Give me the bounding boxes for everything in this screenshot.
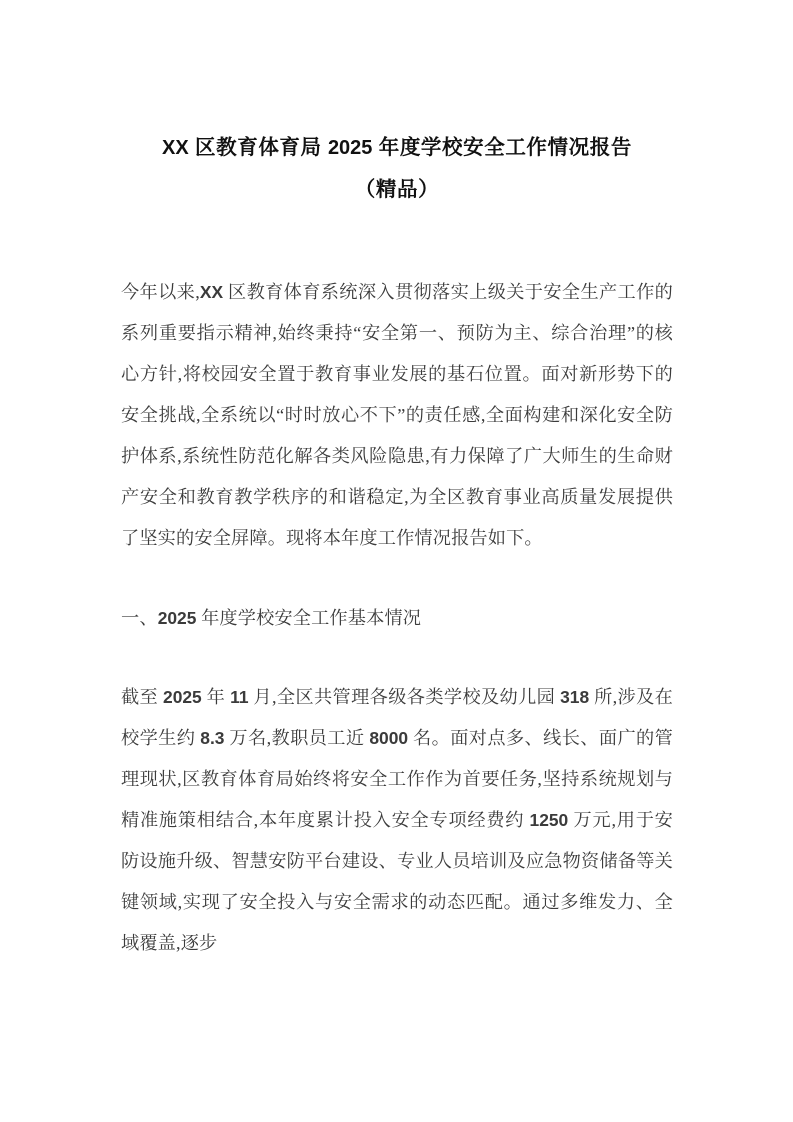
numeric-run: 2025	[327, 137, 373, 159]
document-subtitle: （精品）	[354, 178, 440, 201]
numeric-run: 8000	[369, 728, 409, 748]
numeric-run: 8.3	[200, 728, 225, 748]
numeric-run: XX	[199, 282, 224, 302]
numeric-run: 11	[230, 687, 249, 707]
page-content	[121, 0, 673, 964]
numeric-run: 1250	[529, 810, 569, 830]
section-heading-1: 一、2025 年度学校安全工作基本情况	[121, 608, 422, 628]
document-title-line-1: XX 区教育体育局 2025 年度学校安全工作情况报告	[162, 136, 632, 159]
numeric-run: 2025	[163, 687, 202, 707]
numeric-run: 2025	[157, 608, 197, 628]
paragraph-introduction: 今年以来,XX 区教育体育系统深入贯彻落实上级关于安全生产工作的系列重要指示精神,始终秉持“安全第一、预防为主、综合治理”的核心方针,将校园安全置于教育事业发展的基石位置。面对新形势下的安全挑战,全系统以“时时放心不下”的责任感,全面构建和深化安全防护体系,系统性防范化解各类风险隐患,有力保障了广大师生的生命财产安全和教育教学秩序的和谐稳定,为全区教育事业高质量发展提供了坚实的安全屏障。现将本年度工作情况报告如下。	[121, 282, 673, 548]
numeric-run: XX	[162, 137, 189, 159]
page-title	[121, 0, 673, 210]
numeric-run: 318	[560, 687, 590, 707]
paragraph-basic-situation: 截至 2025 年 11 月,全区共管理各级各类学校及幼儿园 318 所,涉及在校学生约 8.3 万名,教职员工近 8000 名。面对点多、线长、面广的管理现状,区教育体育局始终将安全工作作为首要任务,坚持系统规划与精准施策相结合,本年度累计投入安全专项经费约 1250 万元,用于安防设施升级、智慧安防平台建设、专业人员培训及应急物资储备等关键领域,实现了安全投入与安全需求的动态匹配。通过多维发力、全域覆盖,逐步	[121, 687, 673, 953]
